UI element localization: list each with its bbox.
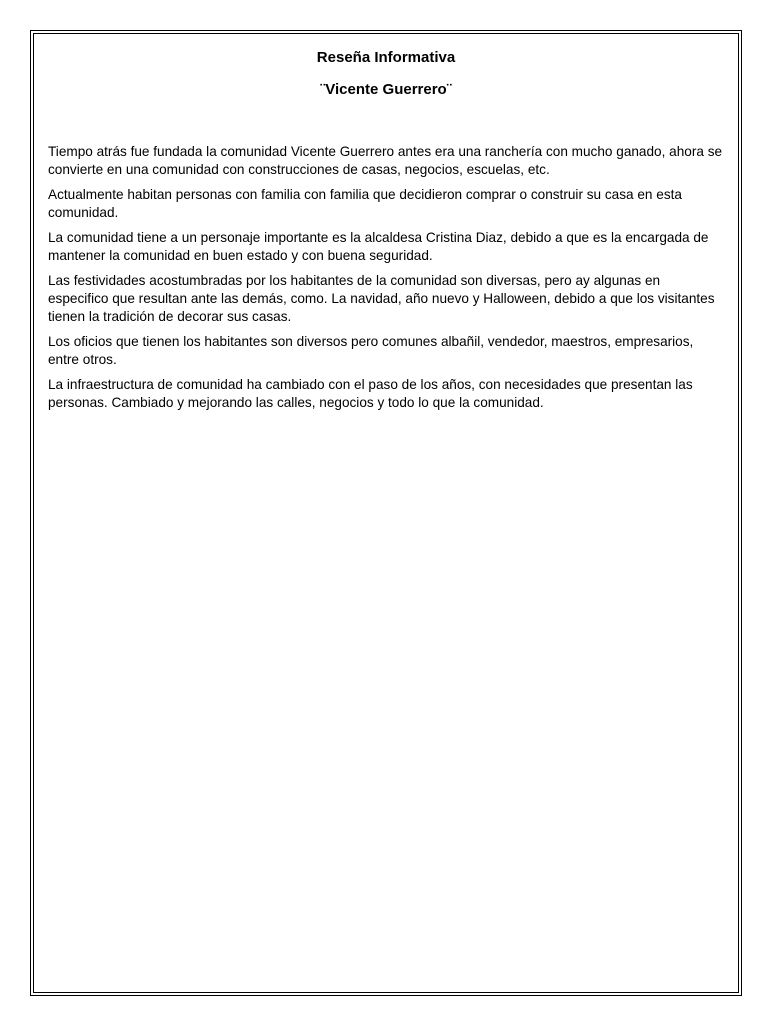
paragraph: Actualmente habitan personas con familia con familia que decidieron comprar o construir su casa en esta comunidad. (48, 187, 682, 220)
document-subtitle: ¨Vicente Guerrero¨ (320, 81, 452, 98)
document-body (48, 143, 724, 412)
page-border (30, 30, 742, 996)
paragraph: Los oficios que tienen los habitantes son diversos pero comunes albañil, vendedor, maestros, empresarios, entre otros. (48, 334, 694, 367)
page-content (48, 48, 724, 978)
paragraph: La comunidad tiene a un personaje importante es la alcaldesa Cristina Diaz, debido a que es la encargada de mantener la comunidad en buen estado y con buena seguridad. (48, 230, 709, 263)
document-title: Reseña Informativa (316, 49, 456, 66)
paragraph: Tiempo atrás fue fundada la comunidad Vicente Guerrero antes era una ranchería con mucho ganado, ahora se convierte en una comunidad con construcciones de casas, negocios, escuelas, etc. (48, 144, 723, 177)
paragraph: La infraestructura de comunidad ha cambiado con el paso de los años, con necesidades que presentan las personas. Cambiado y mejorando las calles, negocios y todo lo que la comunidad. (48, 377, 693, 410)
paragraph: Las festividades acostumbradas por los habitantes de la comunidad son diversas, pero ay algunas en especifico que resultan ante las demás, como. La navidad, año nuevo y Halloween, debido a que los visitantes tienen la tradición de decorar sus casas. (48, 273, 715, 324)
